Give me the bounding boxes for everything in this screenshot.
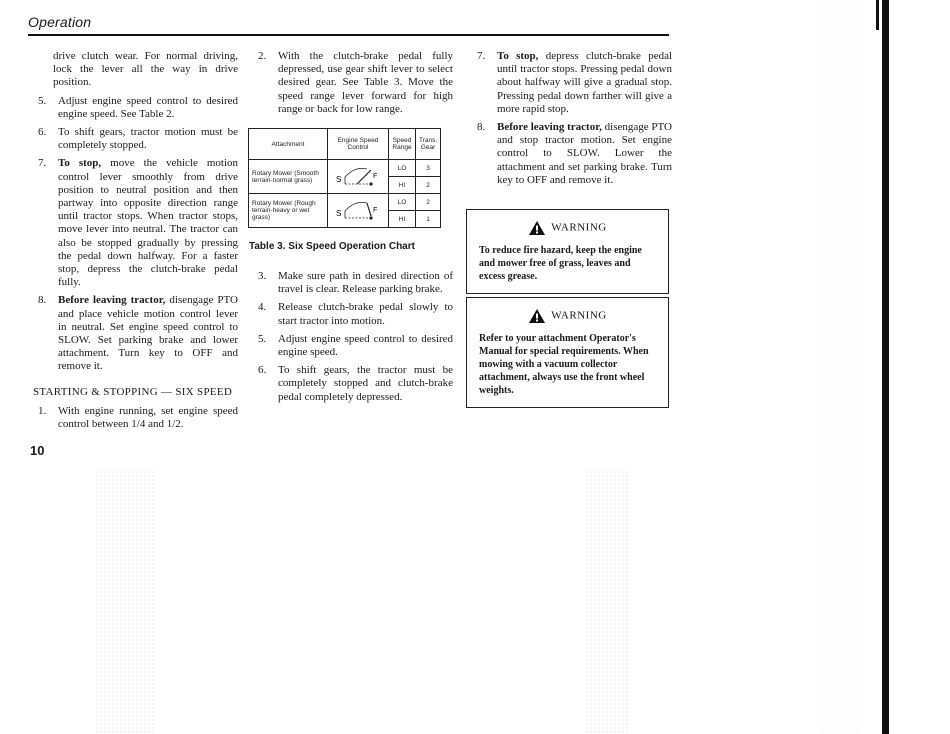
header-engine-speed: Engine Speed Control [328, 129, 389, 160]
warning-text: To reduce fire hazard, keep the engine and mower free of grass, leaves and excess grease. [479, 245, 642, 282]
item-text: Release clutch-brake pedal slowly to start tractor into motion. [278, 301, 453, 327]
table-row [249, 160, 441, 177]
list-item [33, 157, 238, 289]
engine-dial-cell [328, 194, 389, 228]
item-text: Adjust engine speed control to desired engine speed. [278, 332, 453, 359]
item-text: To shift gears, the tractor must be completely stopped and clutch-brake pedal completely depressed. [278, 364, 453, 403]
item-bold-lead: To stop, [58, 157, 102, 170]
warning-title-text: WARNING [551, 309, 607, 322]
table-caption: Table 3. Six Speed Operation Chart [249, 241, 415, 252]
item-text: depress clutch-brake pedal until tractor stops. Pressing pedal down about halfway will give a gradual stop. Pressing pedal down farther will give a more rapid stop. [497, 50, 673, 115]
warning-triangle-icon [528, 308, 546, 324]
item-number: 8. [38, 294, 47, 307]
item-number: 5. [38, 94, 47, 107]
item-number: 8. [477, 121, 486, 134]
table-row [249, 194, 441, 211]
item-text: Make sure path in desired direction of travel is clear. Release parking brake. [278, 270, 453, 296]
gear-cell: 2 [416, 194, 441, 211]
dial-s-label: S [336, 208, 342, 218]
scan-noise [820, 0, 860, 734]
column-2-bottom [253, 270, 453, 409]
item-number: 6. [258, 364, 267, 377]
header-attachment: Attachment [249, 129, 328, 160]
attachment-cell: Rotary Mower (Rough terrain-heavy or wet grass) [249, 194, 328, 228]
item-text: With engine running, set engine speed control between 1/4 and 1/2. [58, 404, 238, 431]
warning-text: Refer to your attachment Operator's Manual for special requirements. When mowing with a vacuum collector attachment, always use the front wheel weights. [479, 333, 649, 396]
list-item [253, 364, 453, 404]
header-trans-gear: Trans. Gear [416, 129, 441, 160]
dial-f-label: F [373, 172, 378, 180]
header-speed-range: Speed Range [389, 129, 416, 160]
section-heading: STARTING & STOPPING — SIX SPEED [33, 385, 233, 398]
range-cell: LO [389, 160, 416, 177]
item-bold-lead: Before leaving tractor, [58, 294, 166, 307]
range-cell: LO [389, 194, 416, 211]
warning-title [479, 308, 656, 324]
item-number: 7. [477, 50, 486, 62]
list-item [253, 270, 453, 296]
list-item [33, 405, 238, 431]
item-number: 7. [38, 157, 47, 170]
continuation-text: drive clutch wear. For normal driving, lock the lever all the way in drive position. [53, 50, 238, 89]
item-number: 4. [258, 301, 267, 314]
list-item [253, 333, 453, 359]
item-number: 6. [38, 126, 47, 139]
page-header-title: Operation [28, 14, 92, 30]
warning-box-fire-hazard [466, 209, 669, 294]
list-item [33, 294, 238, 373]
six-speed-chart-table [248, 128, 441, 228]
column-3 [472, 50, 672, 192]
dial-f-label: F [373, 206, 378, 214]
warning-title [479, 220, 656, 236]
item-text: disengage PTO and stop tractor motion. Set engine control to SLOW. Lower the attachment and set parking brake. Turn key to OFF and remove it. [497, 121, 672, 186]
item-bold-lead: To stop, [497, 50, 539, 62]
header-rule [28, 34, 669, 36]
engine-speed-dial-fast-icon [333, 163, 383, 189]
attachment-cell: Rotary Mower (Smooth terrain-normal grass) [249, 160, 328, 194]
list-item [253, 301, 453, 327]
page-edge-binding [882, 0, 889, 734]
item-text: move the vehicle motion control lever smoothly from drive position to neutral position and then partway into opposite direction range until tractor stops. When tractor stops, move lever into neutral. The tractor can also be stopped gradually by pressing the pedal down halfway. For a faster stop, depress the clutch-brake pedal fully. [58, 157, 238, 289]
gear-cell: 3 [416, 160, 441, 177]
gear-cell: 1 [416, 211, 441, 228]
page-edge-mark [876, 0, 879, 30]
item-number: 3. [258, 270, 267, 282]
page-number: 10 [30, 443, 45, 458]
list-item [253, 50, 453, 116]
scan-noise [95, 470, 155, 734]
list-item [472, 121, 672, 187]
item-text: To shift gears, tractor motion must be completely stopped. [58, 126, 238, 152]
range-cell: HI [389, 211, 416, 228]
engine-dial-cell [328, 160, 389, 194]
list-item [33, 126, 238, 152]
scan-noise [585, 470, 630, 734]
column-1 [33, 50, 238, 436]
item-bold-lead: Before leaving tractor, [497, 121, 602, 134]
item-number: 1. [38, 404, 47, 417]
gear-cell: 2 [416, 177, 441, 194]
warning-title-text: WARNING [551, 221, 607, 234]
item-number: 5. [258, 332, 267, 345]
item-text: With the clutch-brake pedal fully depressed, use gear shift lever to select desired gear. See Table 3. Move the speed range lever forward for high range or back for low range. [278, 50, 453, 115]
item-text: Adjust engine speed control to desired engine speed. See Table 2. [58, 94, 238, 120]
warning-triangle-icon [528, 220, 546, 236]
warning-box-attachment [466, 297, 669, 408]
table-header-row [249, 129, 441, 160]
engine-speed-dial-full-icon [333, 197, 383, 223]
range-cell: HI [389, 177, 416, 194]
list-item [33, 95, 238, 121]
list-item [472, 50, 672, 116]
item-number: 2. [258, 50, 267, 62]
column-2 [253, 50, 453, 121]
dial-s-label: S [336, 174, 342, 184]
item-text: disengage PTO and place vehicle motion control lever in neutral. Set engine speed control to SLOW. Set parking brake and lower attachment. Turn key to OFF and remove it. [58, 294, 238, 373]
